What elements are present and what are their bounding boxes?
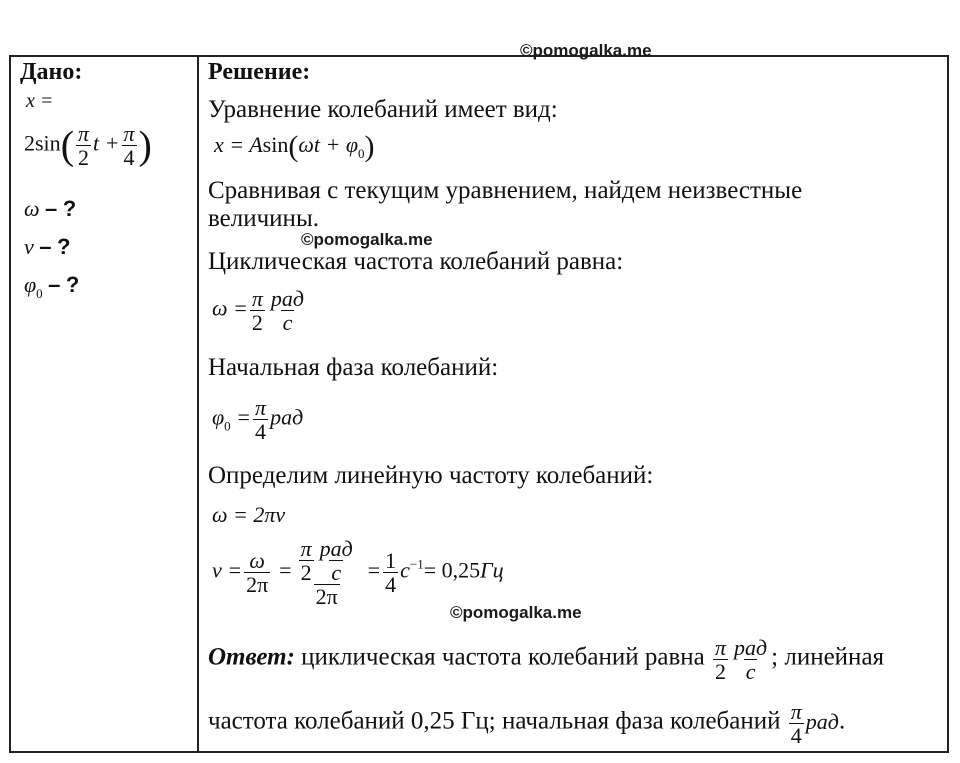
answer-line-1: Ответ: циклическая частота колебаний равна $\frac{\pi}{2}$ $\frac{\text{рад}}{с}$ ; линейная [208, 635, 885, 685]
watermark-top: ©pomogalka.me [520, 41, 652, 60]
text-cyclic-frequency: Циклическая частота колебаний равна: [208, 248, 624, 275]
given-phi-unknown: $\varphi_0$ – ? [24, 272, 80, 301]
given-formula: 2sin( $\frac{\pi}{2}$ t + $\frac{\pi}{4}$ ) [24, 121, 152, 171]
given-x-eq: x = [26, 90, 54, 112]
watermark-bottom: ©pomogalka.me [450, 603, 582, 622]
omega-formula: ω = $\frac{\pi}{2}$ $\frac{\text{рад}}{с}$ [212, 286, 305, 336]
text-linear-frequency: Определим линейную частоту колебаний: [208, 462, 654, 489]
omega-nu-relation: ω = 2πν [212, 502, 286, 527]
nu-formula: ν = $\frac{\omega}{2\pi}$ = $\frac{\pi}{2}$ $\frac{\text{рад}}{с}$ 2π = $\frac{1}{4}$ $с^{-1}= 0,25Гц$ [212, 536, 504, 610]
given-omega-unknown: ω – ? [24, 196, 77, 221]
text-equation-form: Уравнение колебаний имеет вид: [208, 96, 558, 123]
text-quantities: величины. [208, 205, 319, 232]
watermark-middle: ©pomogalka.me [301, 230, 433, 249]
solution-header: Решение: [208, 59, 311, 85]
given-header: Дано: [20, 59, 83, 85]
oscillation-equation: $x = Asin(\omega t + \varphi_0)$ [214, 130, 375, 163]
given-nu-unknown: ν – ? [24, 234, 71, 259]
text-compare: Сравнивая с текущим уравнением, найдем неизвестные [208, 177, 803, 204]
answer-line-2: частота колебаний 0,25 Гц; начальная фаза колебаний $\frac{\pi}{4}$ рад. [208, 699, 846, 749]
phi-formula: $\varphi_0$ = $\frac{\pi}{4}$ рад [212, 395, 304, 445]
text-initial-phase: Начальная фаза колебаний: [208, 354, 499, 381]
column-divider [197, 55, 199, 753]
